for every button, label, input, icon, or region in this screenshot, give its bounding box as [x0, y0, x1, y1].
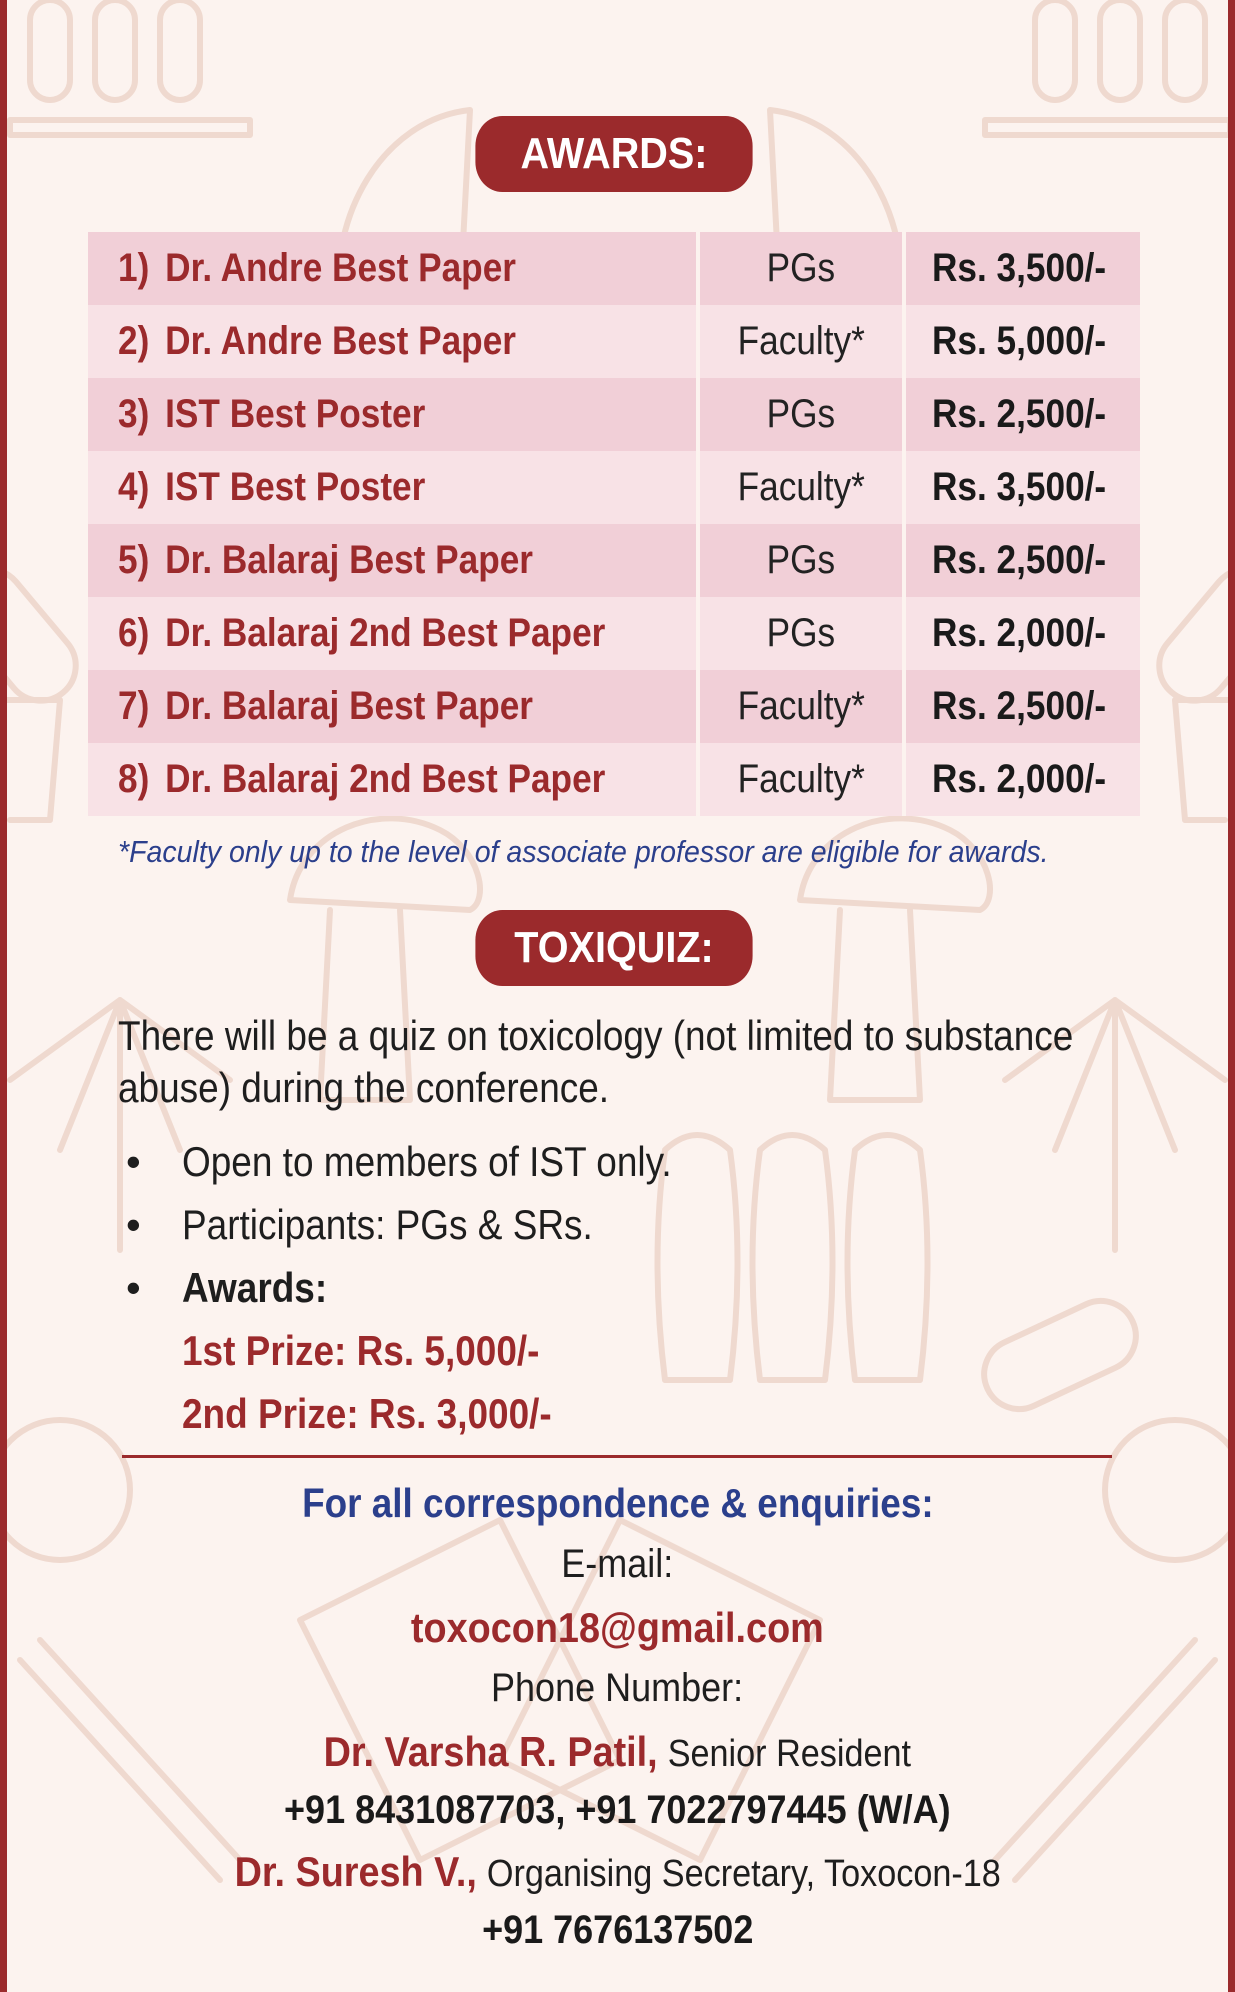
award-name: 4) IST Best Poster: [88, 451, 698, 524]
award-amount: Rs. 2,500/-: [904, 524, 1140, 597]
bullet-item: • Participants: PGs & SRs.: [118, 1193, 738, 1256]
awards-footnote: *Faculty only up to the level of associate professor are eligible for awards.: [118, 834, 1049, 869]
email-address[interactable]: toxocon18@gmail.com: [411, 1604, 824, 1651]
award-amount: Rs. 2,500/-: [904, 378, 1140, 451]
award-row: [88, 305, 1140, 378]
contact-role: Organising Secretary, Toxocon-18: [486, 1853, 1001, 1895]
award-number: 7): [118, 684, 150, 728]
award-category: PGs: [698, 524, 904, 597]
award-name: 1) Dr. Andre Best Paper: [88, 232, 698, 305]
award-row: [88, 670, 1140, 743]
awards-table: [88, 232, 1140, 816]
award-row: [88, 524, 1140, 597]
award-number: 5): [118, 538, 150, 582]
award-row: [88, 597, 1140, 670]
award-number: 2): [118, 319, 150, 363]
enquiries-heading: For all correspondence & enquiries:: [301, 1480, 934, 1526]
toxiquiz-heading: TOXIQUIZ:: [475, 910, 752, 986]
award-name: 3) IST Best Poster: [88, 378, 698, 451]
award-name: 7) Dr. Balaraj Best Paper: [88, 670, 698, 743]
award-category: Faculty*: [698, 670, 904, 743]
award-amount: Rs. 3,500/-: [904, 451, 1140, 524]
prize-first: 1st Prize: Rs. 5,000/-: [182, 1327, 540, 1374]
award-amount: Rs. 2,500/-: [904, 670, 1140, 743]
award-category: Faculty*: [698, 743, 904, 816]
award-category: PGs: [698, 232, 904, 305]
prize-second: 2nd Prize: Rs. 3,000/-: [182, 1390, 552, 1437]
award-name: 2) Dr. Andre Best Paper: [88, 305, 698, 378]
award-number: 3): [118, 392, 150, 436]
award-number: 1): [118, 246, 150, 290]
contact-name: Dr. Suresh V.,: [234, 1848, 477, 1895]
contact-role: Senior Resident: [667, 1733, 912, 1775]
email-label: E-mail:: [561, 1542, 674, 1586]
phone-label: Phone Number:: [491, 1666, 744, 1710]
bullet-item: • Awards:: [118, 1256, 738, 1319]
award-category: Faculty*: [698, 451, 904, 524]
award-amount: Rs. 3,500/-: [904, 232, 1140, 305]
award-name: 6) Dr. Balaraj 2nd Best Paper: [88, 597, 698, 670]
contact-person-2: [0, 1848, 1235, 1896]
bullet-dot-icon: •: [126, 1264, 141, 1311]
award-row: [88, 378, 1140, 451]
award-amount: Rs. 5,000/-: [904, 305, 1140, 378]
contact-name: Dr. Varsha R. Patil,: [323, 1728, 658, 1775]
award-number: 8): [118, 757, 150, 801]
award-amount: Rs. 2,000/-: [904, 743, 1140, 816]
award-row: [88, 232, 1140, 305]
contact-phones-2[interactable]: +91 7676137502: [481, 1908, 754, 1952]
contact-person-1: [0, 1728, 1235, 1776]
award-row: [88, 451, 1140, 524]
section-divider: [122, 1455, 1112, 1458]
award-number: 4): [118, 465, 150, 509]
award-name: 8) Dr. Balaraj 2nd Best Paper: [88, 743, 698, 816]
award-name: 5) Dr. Balaraj Best Paper: [88, 524, 698, 597]
award-number: 6): [118, 611, 150, 655]
award-category: Faculty*: [698, 305, 904, 378]
contact-phones-1[interactable]: +91 8431087703, +91 7022797445 (W/A): [284, 1788, 951, 1832]
award-amount: Rs. 2,000/-: [904, 597, 1140, 670]
award-row: [88, 743, 1140, 816]
bullet-item: • Open to members of IST only.: [118, 1130, 738, 1193]
awards-heading: AWARDS:: [475, 116, 752, 192]
award-category: PGs: [698, 378, 904, 451]
toxiquiz-intro: There will be a quiz on toxicology (not limited to substance abuse) during the conference.: [118, 1012, 1074, 1111]
toxiquiz-bullets: [118, 1130, 738, 1445]
award-category: PGs: [698, 597, 904, 670]
bullet-dot-icon: •: [126, 1201, 141, 1248]
bullet-dot-icon: •: [126, 1138, 141, 1185]
